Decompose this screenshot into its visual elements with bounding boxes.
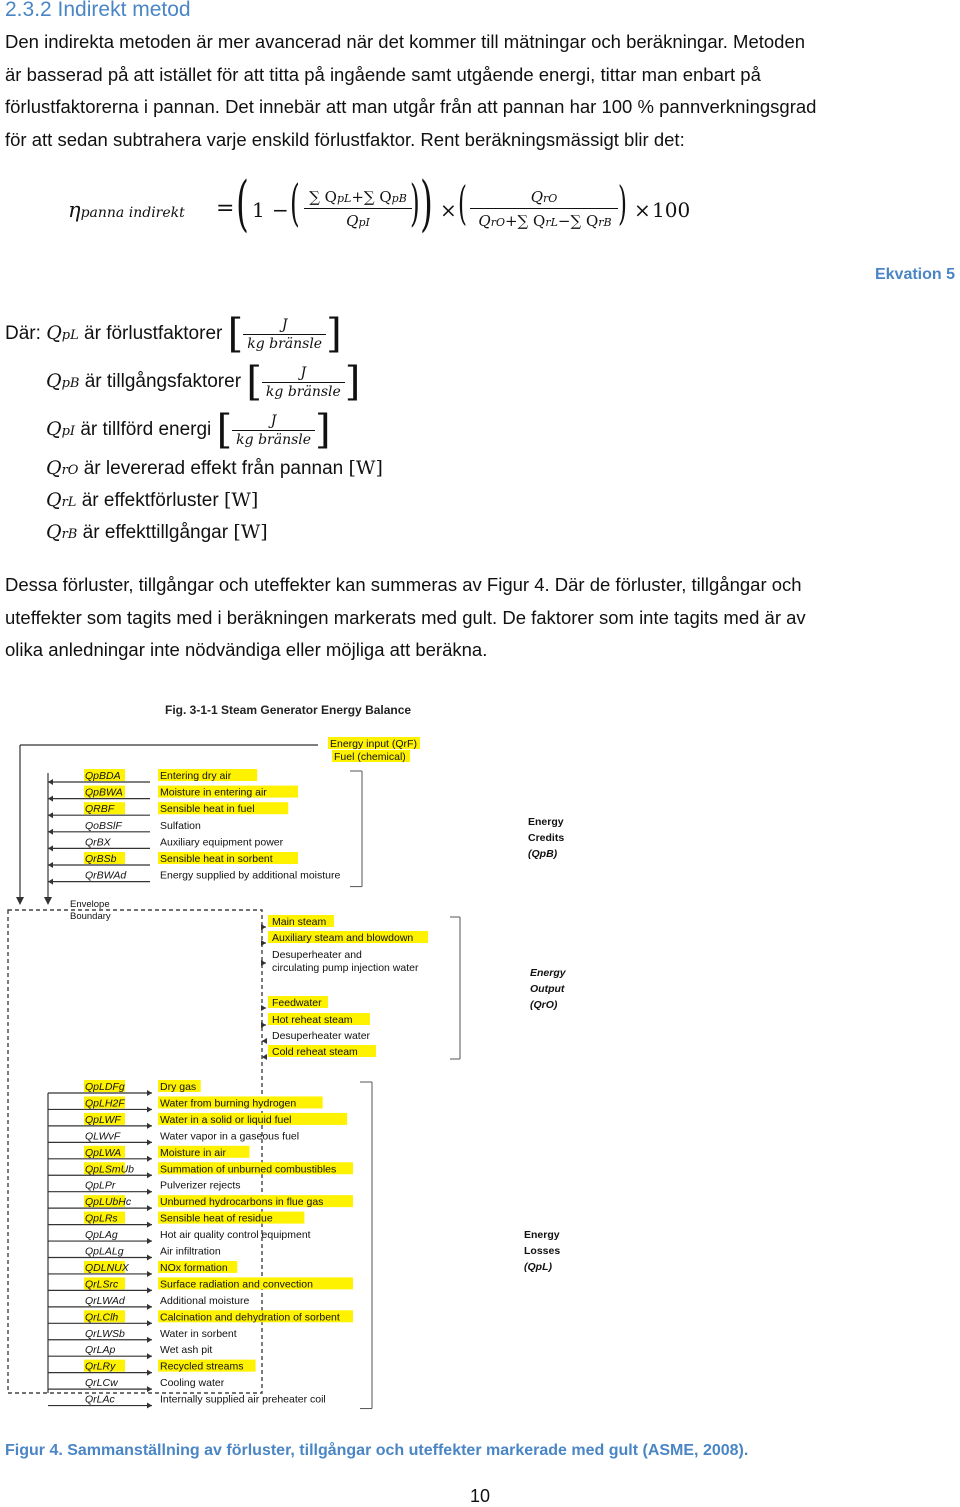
output-desc: Feedwater bbox=[272, 997, 322, 1009]
intro-line: är basserad på att istället för att titta på ingående samt utgående energi, tittar man enbart på bbox=[5, 63, 761, 85]
credit-arrow-head bbox=[48, 879, 53, 885]
loss-code: QpLRs bbox=[85, 1212, 118, 1225]
credit-desc: Auxiliary equipment power bbox=[160, 836, 284, 849]
loss-code: QrLAp bbox=[85, 1344, 116, 1357]
loss-arrow-head bbox=[147, 1337, 152, 1343]
credit-code: QoBSlF bbox=[85, 819, 122, 832]
credit-desc: Sensible heat in sorbent bbox=[160, 853, 273, 865]
loss-desc: Moisture in air bbox=[160, 1146, 226, 1159]
intro-paragraph bbox=[5, 26, 957, 156]
definition-row: QrO är levererad effekt från pannan [W] bbox=[46, 457, 383, 479]
loss-arrow-head bbox=[147, 1304, 152, 1310]
loss-arrow-head bbox=[147, 1386, 152, 1392]
fraction2-denominator: QrO+∑ QrL−∑ QrB bbox=[478, 212, 612, 230]
loss-code: QpLSmUb bbox=[85, 1163, 135, 1176]
equation-hundred: 100 bbox=[652, 198, 691, 222]
loss-code: QrLWAd bbox=[85, 1294, 125, 1307]
loss-code: QpLH2F bbox=[85, 1097, 125, 1110]
credit-code: QrBSb bbox=[85, 853, 117, 865]
loss-code: QrLRy bbox=[85, 1360, 116, 1373]
credits-side-label: Energy bbox=[528, 816, 564, 828]
loss-code: QrLSrc bbox=[85, 1278, 119, 1291]
loss-arrow-head bbox=[147, 1222, 152, 1228]
loss-desc: Summation of unburned combustibles bbox=[160, 1163, 337, 1176]
credit-arrow-head bbox=[48, 796, 53, 802]
fraction2-numerator: QrO bbox=[530, 188, 558, 206]
loss-desc: Calcination and dehydration of sorbent bbox=[160, 1311, 340, 1324]
inner-paren-close: ) bbox=[410, 174, 420, 232]
equation-label: Ekvation 5 bbox=[874, 266, 955, 283]
fraction1-numerator: ∑ QpL+∑ QpB bbox=[309, 188, 407, 206]
energy-balance-figure bbox=[0, 695, 960, 1415]
loss-arrow-head bbox=[147, 1189, 152, 1195]
credits-side-label: (QpB) bbox=[528, 848, 558, 860]
credit-arrow-head bbox=[48, 812, 53, 818]
loss-arrow-head bbox=[147, 1403, 152, 1409]
input-arrow bbox=[16, 897, 24, 905]
loss-arrow-head bbox=[147, 1205, 152, 1211]
efficiency-equation bbox=[0, 170, 960, 250]
loss-code: QrLWSb bbox=[85, 1327, 125, 1340]
loss-arrow-head bbox=[147, 1287, 152, 1293]
loss-arrow-head bbox=[147, 1090, 152, 1096]
output-in-arrow-head bbox=[262, 1038, 267, 1044]
section-heading: 2.3.2 Indirekt metod bbox=[5, 0, 191, 21]
outputs-side-label: Output bbox=[530, 983, 565, 995]
definition-row: QpI är tillförd energi [ $\frac{J}{\text{kg bränsle}}$ ] bbox=[46, 407, 331, 453]
definition-row: QpB är tillgångsfaktorer [ $\frac{J}{\text{kg bränsle}}$ ] bbox=[46, 359, 361, 405]
losses-side-label: Energy bbox=[524, 1229, 560, 1241]
loss-code: QpLAg bbox=[85, 1229, 118, 1242]
losses-side-label: Losses bbox=[524, 1245, 561, 1257]
fraction1-bar bbox=[304, 208, 412, 209]
fraction1-denominator: QpI bbox=[346, 212, 370, 230]
paren2-open: ( bbox=[458, 176, 467, 230]
page-number: 10 bbox=[469, 1486, 491, 1506]
summary-line: olika anledningar inte nödvändiga eller möjliga att beräkna. bbox=[5, 639, 488, 660]
credit-code: QrBX bbox=[85, 836, 111, 849]
loss-arrow-head bbox=[147, 1106, 152, 1112]
output-arrow-head bbox=[261, 1005, 266, 1011]
loss-arrow-head bbox=[147, 1139, 152, 1145]
loss-arrow-head bbox=[147, 1353, 152, 1359]
loss-code: QpLDFg bbox=[85, 1081, 125, 1093]
fuel-label: Fuel (chemical) bbox=[334, 751, 406, 763]
credit-desc: Entering dry air bbox=[160, 770, 232, 782]
definition-row: QrB är effekttillgångar [W] bbox=[46, 521, 268, 543]
loss-desc: Additional moisture bbox=[160, 1294, 250, 1307]
output-arrow-head bbox=[261, 924, 266, 930]
credit-arrow-down bbox=[44, 897, 52, 905]
credit-code: QpBWA bbox=[85, 786, 123, 799]
paren2-close: ) bbox=[618, 176, 627, 230]
loss-desc: Air infiltration bbox=[160, 1245, 221, 1258]
energy-input-label: Energy input (QrF) bbox=[330, 738, 417, 750]
output-desc: Desuperheater water bbox=[272, 1030, 371, 1042]
loss-code: QLWvF bbox=[85, 1130, 121, 1143]
equation-one: 1 bbox=[252, 198, 265, 222]
loss-desc: Cooling water bbox=[160, 1377, 225, 1390]
loss-code: QrLCw bbox=[85, 1377, 118, 1390]
equation-lhs: ηpanna indirekt bbox=[68, 198, 185, 222]
loss-arrow-head bbox=[147, 1123, 152, 1129]
outer-paren-close: ) bbox=[420, 169, 433, 239]
loss-desc: Water vapor in a gaseous fuel bbox=[160, 1130, 300, 1143]
summary-line: uteffekter som tagits med i beräkningen markerats med gult. De faktorer som inte tagits med är av bbox=[5, 606, 806, 628]
credit-arrow-head bbox=[48, 779, 53, 785]
loss-code: QpLUbHc bbox=[85, 1196, 132, 1209]
loss-desc: Dry gas bbox=[160, 1081, 197, 1093]
output-arrow-head bbox=[261, 960, 266, 966]
loss-code: QpLWF bbox=[85, 1113, 121, 1126]
equation-minus: − bbox=[272, 198, 289, 222]
loss-arrow-head bbox=[147, 1172, 152, 1178]
definition-row: Där: QpL är förlustfaktorer [ $\frac{J}{\text{kg bränsle}}$ ] bbox=[5, 311, 342, 357]
intro-line: Den indirekta metoden är mer avancerad när det kommer till mätningar och beräkningar. Metoden bbox=[5, 31, 806, 52]
outputs-side-label: (QrO) bbox=[530, 999, 558, 1011]
output-desc: Auxiliary steam and blowdown bbox=[272, 932, 414, 944]
loss-arrow-head bbox=[147, 1255, 152, 1261]
credit-arrow-head bbox=[48, 862, 53, 868]
equation-times: × bbox=[440, 198, 457, 222]
credit-desc: Energy supplied by additional moisture bbox=[160, 869, 341, 882]
credit-desc: Sensible heat in fuel bbox=[160, 803, 255, 816]
credit-arrow-head bbox=[48, 829, 53, 835]
loss-desc: Internally supplied air preheater coil bbox=[160, 1393, 326, 1406]
loss-arrow-head bbox=[147, 1238, 152, 1244]
output-desc: Desuperheater and bbox=[272, 949, 362, 961]
output-arrow-head bbox=[261, 940, 266, 946]
loss-arrow-head bbox=[147, 1271, 152, 1277]
loss-code: QrLAc bbox=[85, 1393, 115, 1406]
equation-times-2: × bbox=[634, 198, 651, 222]
credit-desc: Sulfation bbox=[160, 819, 201, 832]
loss-desc: Surface radiation and convection bbox=[160, 1278, 313, 1291]
summary-paragraph bbox=[5, 569, 957, 667]
loss-desc: Unburned hydrocarbons in flue gas bbox=[160, 1196, 324, 1209]
summary-line: Dessa förluster, tillgångar och uteffekter kan summeras av Figur 4. Där de förluster, tillgångar och bbox=[5, 574, 802, 595]
output-desc: Cold reheat steam bbox=[272, 1046, 358, 1058]
loss-desc: Sensible heat of residue bbox=[160, 1212, 273, 1225]
credit-code: QrBWAd bbox=[85, 869, 127, 882]
output-desc: Hot reheat steam bbox=[272, 1014, 353, 1026]
credit-code: QRBF bbox=[85, 803, 115, 816]
outputs-side-label: Energy bbox=[530, 967, 566, 979]
credits-side-label: Credits bbox=[528, 832, 565, 844]
loss-arrow-head bbox=[147, 1156, 152, 1162]
loss-desc: Hot air quality control equipment bbox=[160, 1229, 311, 1242]
output-desc: circulating pump injection water bbox=[272, 962, 419, 974]
loss-code: QDLNUX bbox=[85, 1261, 129, 1274]
output-in-arrow-head bbox=[262, 1054, 267, 1060]
losses-side-label: (QpL) bbox=[524, 1261, 552, 1273]
definition-row: QrL är effektförluster [W] bbox=[46, 489, 259, 511]
intro-line: för att sedan subtrahera varje enskild förlustfaktor. Rent beräkningsmässigt blir det: bbox=[5, 128, 685, 150]
loss-desc: Water in sorbent bbox=[160, 1327, 237, 1340]
inner-paren-open: ( bbox=[290, 174, 300, 232]
credit-desc: Moisture in entering air bbox=[160, 786, 267, 799]
loss-desc: Water in a solid or liquid fuel bbox=[160, 1113, 292, 1126]
output-arrow-head bbox=[261, 1022, 266, 1028]
loss-code: QrLClh bbox=[85, 1311, 119, 1324]
intro-line: förlustfaktorerna i pannan. Det innebär att man utgår från att pannan har 100 % pannverkningsgrad bbox=[5, 96, 817, 117]
outer-paren-open: ( bbox=[236, 169, 249, 239]
boundary-label: Boundary bbox=[70, 911, 111, 922]
loss-code: QpLALg bbox=[85, 1245, 124, 1258]
figure-caption: Figur 4. Sammanställning av förluster, tillgångar och uteffekter markerade med gult (ASME, 2008). bbox=[5, 1442, 749, 1459]
loss-code: QpLPr bbox=[85, 1179, 116, 1192]
envelope-label: Envelope bbox=[70, 899, 110, 910]
output-desc: Main steam bbox=[272, 916, 327, 928]
credit-code: QpBDA bbox=[85, 770, 121, 782]
loss-desc: Water from burning hydrogen bbox=[160, 1097, 297, 1110]
loss-arrow-head bbox=[147, 1370, 152, 1376]
loss-desc: Pulverizer rejects bbox=[160, 1179, 241, 1192]
credit-arrow-head bbox=[48, 845, 53, 851]
loss-desc: Recycled streams bbox=[160, 1360, 244, 1373]
equation-equals: = bbox=[216, 196, 235, 221]
fraction2-bar bbox=[470, 208, 618, 209]
loss-desc: Wet ash pit bbox=[160, 1344, 213, 1357]
figure-title: Fig. 3-1-1 Steam Generator Energy Balance bbox=[165, 703, 412, 717]
loss-arrow-head bbox=[147, 1320, 152, 1326]
loss-desc: NOx formation bbox=[160, 1261, 228, 1274]
loss-code: QpLWA bbox=[85, 1146, 122, 1159]
